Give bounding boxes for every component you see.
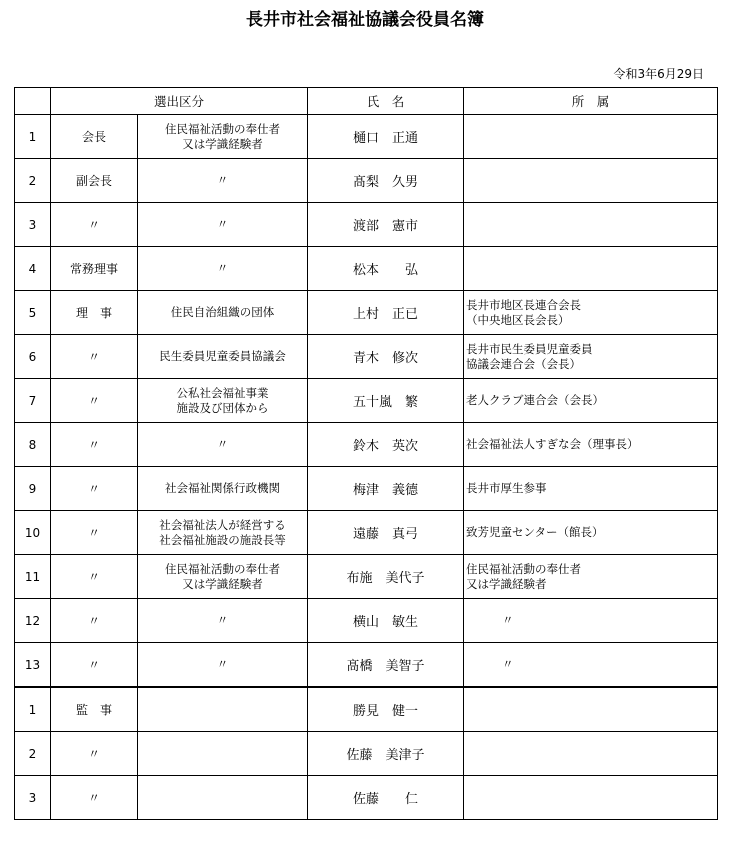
member-name-cell <box>308 555 464 599</box>
table-row <box>15 687 718 732</box>
table-row <box>15 115 718 159</box>
member-name-cell-text: 髙橋 美智子 <box>346 659 425 674</box>
position-cell <box>51 599 138 643</box>
affiliation-cell <box>464 555 718 599</box>
selection-basis-cell <box>138 423 308 467</box>
affiliation-cell <box>464 291 718 335</box>
member-name-cell-text: 佐藤 美津子 <box>346 748 425 763</box>
table-row <box>15 732 718 776</box>
member-name-cell-text: 上村 正已 <box>353 307 419 322</box>
selection-basis-cell <box>138 643 308 688</box>
position-cell <box>51 247 138 291</box>
selection-basis-cell-text: 住民福祉活動の奉仕者 又は学識経験者 <box>165 561 280 591</box>
row-number <box>15 599 51 643</box>
member-name-cell-text: 渡部 憲市 <box>353 219 419 234</box>
table-row <box>15 776 718 820</box>
position-cell-text: 〃 <box>87 438 100 452</box>
affiliation-cell <box>464 203 718 247</box>
member-name-cell <box>308 732 464 776</box>
row-number <box>15 511 51 555</box>
member-name-cell-text: 佐藤 仁 <box>353 792 419 807</box>
row-number-text: 3 <box>28 790 37 805</box>
position-cell <box>51 511 138 555</box>
position-cell-text: 〃 <box>87 570 100 584</box>
row-number-text: 6 <box>28 349 37 364</box>
affiliation-cell <box>464 511 718 555</box>
selection-basis-cell <box>138 203 308 247</box>
selection-basis-cell <box>138 247 308 291</box>
row-number-text: 5 <box>28 305 37 320</box>
header-number <box>15 88 51 115</box>
row-number <box>15 379 51 423</box>
position-cell-text: 〃 <box>87 747 100 761</box>
row-number-text: 11 <box>24 569 41 584</box>
row-number-text: 8 <box>28 437 37 452</box>
table-row <box>15 203 718 247</box>
member-name-cell <box>308 599 464 643</box>
selection-basis-cell <box>138 379 308 423</box>
position-cell <box>51 115 138 159</box>
row-number-text: 7 <box>28 393 37 408</box>
position-cell-text: 監 事 <box>75 703 112 717</box>
row-number <box>15 291 51 335</box>
position-cell <box>51 379 138 423</box>
member-name-cell-text: 遠藤 真弓 <box>353 527 419 542</box>
affiliation-cell <box>464 687 718 732</box>
table-row <box>15 511 718 555</box>
table-row <box>15 335 718 379</box>
member-name-cell-text: 髙梨 久男 <box>353 175 419 190</box>
member-name-cell <box>308 159 464 203</box>
table-row <box>15 291 718 335</box>
selection-basis-cell <box>138 511 308 555</box>
position-cell <box>51 776 138 820</box>
table-row <box>15 555 718 599</box>
position-cell <box>51 687 138 732</box>
page-title: 長井市社会福祉協議会役員名簿 <box>246 10 484 30</box>
row-number <box>15 247 51 291</box>
position-cell-text: 〃 <box>87 350 100 364</box>
position-cell-text: 〃 <box>87 526 100 540</box>
selection-basis-cell-text: 〃 <box>216 657 229 671</box>
member-name-cell <box>308 467 464 511</box>
row-number-text: 2 <box>28 746 37 761</box>
table-row <box>15 643 718 688</box>
affiliation-cell-text: 社会福祉法人すぎな会（理事長） <box>466 437 639 451</box>
position-cell <box>51 555 138 599</box>
officer-roster-table <box>14 87 718 820</box>
row-number <box>15 203 51 247</box>
row-number <box>15 776 51 820</box>
member-name-cell-text: 梅津 義德 <box>353 483 419 498</box>
position-cell <box>51 335 138 379</box>
selection-basis-cell-text: 〃 <box>216 173 229 187</box>
selection-basis-cell <box>138 599 308 643</box>
row-number <box>15 555 51 599</box>
selection-basis-cell <box>138 291 308 335</box>
position-cell-text: 〃 <box>87 482 100 496</box>
position-cell-text: 〃 <box>87 218 100 232</box>
table-row <box>15 467 718 511</box>
position-cell <box>51 467 138 511</box>
table-row <box>15 379 718 423</box>
member-name-cell-text: 松本 弘 <box>353 263 419 278</box>
position-cell <box>51 291 138 335</box>
position-cell <box>51 423 138 467</box>
position-cell <box>51 203 138 247</box>
selection-basis-cell-text: 住民福祉活動の奉仕者 又は学識経験者 <box>165 121 280 151</box>
affiliation-cell-text: 〃 <box>502 657 514 671</box>
selection-basis-cell-text: 住民自治組織の団体 <box>170 305 275 319</box>
table-row <box>15 599 718 643</box>
member-name-cell <box>308 379 464 423</box>
position-cell-text: 〃 <box>87 394 100 408</box>
member-name-cell <box>308 687 464 732</box>
row-number <box>15 115 51 159</box>
member-name-cell <box>308 335 464 379</box>
position-cell-text: 常務理事 <box>69 262 118 276</box>
selection-basis-cell-text: 公私社会福祉事業 施設及び団体から <box>176 385 269 415</box>
affiliation-cell <box>464 732 718 776</box>
member-name-cell-text: 布施 美代子 <box>346 571 425 586</box>
affiliation-cell-text: 長井市地区長連合会長 （中央地区長会長） <box>466 297 582 327</box>
row-number <box>15 423 51 467</box>
affiliation-cell-text: 長井市厚生参事 <box>466 481 547 495</box>
selection-basis-cell <box>138 776 308 820</box>
affiliation-cell-text: 致芳児童センター（館長） <box>466 525 604 539</box>
position-cell-text: 副会長 <box>75 174 112 188</box>
member-name-cell-text: 勝見 健一 <box>353 704 419 719</box>
selection-basis-cell-text: 〃 <box>216 613 229 627</box>
selection-basis-cell-text: 民生委員児童委員協議会 <box>159 349 286 363</box>
affiliation-cell <box>464 423 718 467</box>
selection-basis-cell <box>138 115 308 159</box>
selection-basis-cell <box>138 159 308 203</box>
selection-basis-cell-text: 社会福祉関係行政機関 <box>165 481 280 495</box>
affiliation-cell <box>464 379 718 423</box>
member-name-cell-text: 青木 修次 <box>353 351 419 366</box>
selection-basis-cell-text: 〃 <box>216 217 229 231</box>
row-number-text: 1 <box>28 129 37 144</box>
member-name-cell <box>308 291 464 335</box>
selection-basis-cell <box>138 335 308 379</box>
affiliation-cell <box>464 335 718 379</box>
header-name: 氏 名 <box>308 88 464 115</box>
affiliation-cell <box>464 776 718 820</box>
affiliation-cell-text: 老人クラブ連合会（会長） <box>466 393 605 407</box>
member-name-cell-text: 鈴木 英次 <box>353 439 419 454</box>
member-name-cell <box>308 115 464 159</box>
row-number-text: 13 <box>24 657 41 672</box>
header-affiliation: 所 属 <box>464 88 718 115</box>
table-row <box>15 247 718 291</box>
member-name-cell <box>308 511 464 555</box>
row-number <box>15 687 51 732</box>
row-number-text: 2 <box>28 173 37 188</box>
position-cell <box>51 643 138 688</box>
affiliation-cell <box>464 467 718 511</box>
position-cell <box>51 159 138 203</box>
row-number <box>15 643 51 688</box>
selection-basis-cell-text: 〃 <box>216 261 229 275</box>
row-number <box>15 335 51 379</box>
selection-basis-cell-text: 〃 <box>216 437 229 451</box>
affiliation-cell-text: 〃 <box>502 613 514 627</box>
selection-basis-cell <box>138 732 308 776</box>
affiliation-cell <box>464 599 718 643</box>
table-header-row <box>15 88 718 115</box>
row-number-text: 1 <box>28 702 37 717</box>
date-label: 令和3年6月29日 <box>613 67 704 81</box>
row-number-text: 10 <box>24 525 41 540</box>
affiliation-cell <box>464 247 718 291</box>
row-number <box>15 732 51 776</box>
member-name-cell <box>308 203 464 247</box>
position-cell-text: 理 事 <box>75 306 112 320</box>
table-row <box>15 159 718 203</box>
position-cell-text: 〃 <box>87 658 100 672</box>
member-name-cell-text: 樋口 正通 <box>353 131 419 146</box>
table-row <box>15 423 718 467</box>
selection-basis-cell <box>138 687 308 732</box>
row-number <box>15 159 51 203</box>
row-number-text: 3 <box>28 217 37 232</box>
position-cell-text: 〃 <box>87 614 100 628</box>
row-number-text: 4 <box>28 261 37 276</box>
position-cell <box>51 732 138 776</box>
member-name-cell <box>308 643 464 688</box>
position-cell-text: 〃 <box>87 791 100 805</box>
member-name-cell <box>308 247 464 291</box>
member-name-cell-text: 五十嵐 繁 <box>353 395 419 410</box>
header-selection-category: 選出区分 <box>51 88 308 115</box>
row-number-text: 9 <box>28 481 37 496</box>
selection-basis-cell <box>138 555 308 599</box>
member-name-cell <box>308 423 464 467</box>
affiliation-cell <box>464 115 718 159</box>
roster-body <box>15 115 718 820</box>
row-number-text: 12 <box>24 613 41 628</box>
member-name-cell <box>308 776 464 820</box>
selection-basis-cell-text: 社会福祉法人が経営する 社会福祉施設の施設長等 <box>159 517 286 547</box>
affiliation-cell <box>464 159 718 203</box>
position-cell-text: 会長 <box>81 130 106 144</box>
row-number <box>15 467 51 511</box>
affiliation-cell-text: 長井市民生委員児童委員 協議会連合会（会長） <box>466 341 593 371</box>
affiliation-cell-text: 住民福祉活動の奉仕者 又は学識経験者 <box>466 561 582 591</box>
member-name-cell-text: 横山 敏生 <box>353 615 419 630</box>
selection-basis-cell <box>138 467 308 511</box>
affiliation-cell <box>464 643 718 688</box>
